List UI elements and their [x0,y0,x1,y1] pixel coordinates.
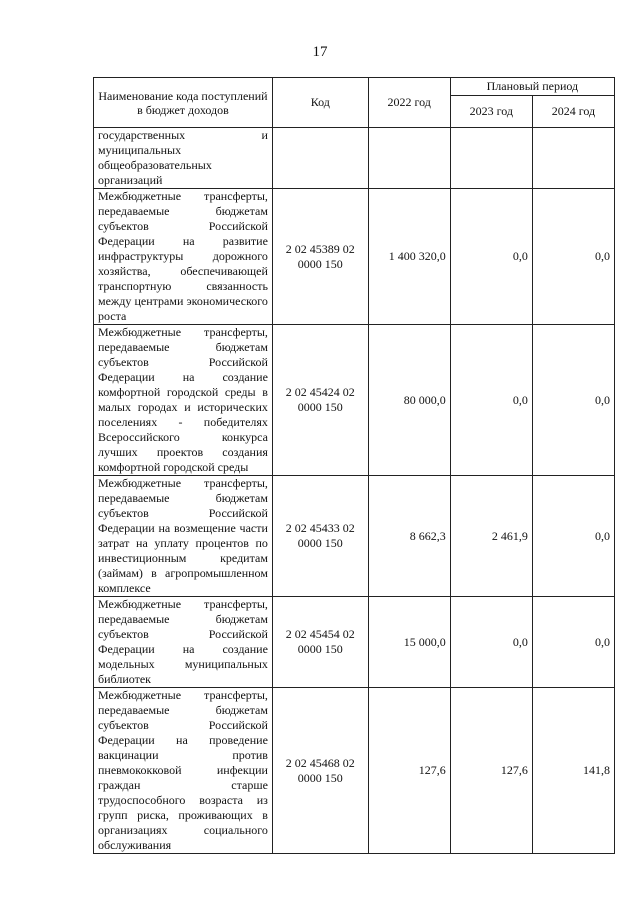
header-code: Код [272,78,368,128]
table-row [94,476,615,597]
header-name: Наименование кода поступлений в бюджет доходов [94,78,273,128]
header-planned-period: Плановый период [450,78,614,96]
row-value-2023: 0,0 [450,597,532,688]
row-value-2023: 2 461,9 [450,476,532,597]
row-name: Межбюджетные трансферты, передаваемые бюджетам субъектов Российской Федерации на развитие инфраструктуры дорожного хозяйства, обеспечивающей транспортную связанность между центрами экономического роста [94,189,273,325]
row-value-2023: 0,0 [450,189,532,325]
row-value-2024: 0,0 [532,476,614,597]
table-row [94,128,615,189]
table-row [94,325,615,476]
row-name: Межбюджетные трансферты, передаваемые бюджетам субъектов Российской Федерации на создание комфортной городской среды в малых городах и исторических поселениях - победителях Всероссийского конкурса лучших проектов создания комфортной городской среды [94,325,273,476]
row-value-2024: 0,0 [532,325,614,476]
revenue-table [93,77,615,854]
row-name: Межбюджетные трансферты, передаваемые бюджетам субъектов Российской Федерации на создание модельных муниципальных библиотек [94,597,273,688]
row-code: 2 02 45389 02 0000 150 [272,189,368,325]
row-name: Межбюджетные трансферты, передаваемые бюджетам субъектов Российской Федерации на проведение вакцинации против пневмококковой инфекции граждан старше трудоспособного возраста из групп риска, проживающих в организациях социального обслуживания [94,688,273,854]
row-value-2022: 1 400 320,0 [368,189,450,325]
table-row [94,189,615,325]
row-code: 2 02 45454 02 0000 150 [272,597,368,688]
header-year-2022: 2022 год [368,78,450,128]
row-value-2022 [368,128,450,189]
row-value-2022: 127,6 [368,688,450,854]
row-value-2023 [450,128,532,189]
row-value-2023: 0,0 [450,325,532,476]
row-value-2022: 15 000,0 [368,597,450,688]
row-code: 2 02 45433 02 0000 150 [272,476,368,597]
row-code [272,128,368,189]
header-year-2024: 2024 год [532,96,614,128]
page-number: 17 [312,44,328,60]
table-row [94,688,615,854]
table-row [94,597,615,688]
row-value-2023: 127,6 [450,688,532,854]
row-value-2024: 0,0 [532,597,614,688]
row-value-2024 [532,128,614,189]
row-name: государственных и муниципальных общеобразовательных организаций [94,128,273,189]
row-name: Межбюджетные трансферты, передаваемые бюджетам субъектов Российской Федерации на возмещение части затрат на уплату процентов по инвестиционным кредитам (займам) в агропромышленном комплексе [94,476,273,597]
row-code: 2 02 45468 02 0000 150 [272,688,368,854]
row-value-2024: 0,0 [532,189,614,325]
row-value-2022: 80 000,0 [368,325,450,476]
row-value-2024: 141,8 [532,688,614,854]
row-value-2022: 8 662,3 [368,476,450,597]
row-code: 2 02 45424 02 0000 150 [272,325,368,476]
header-year-2023: 2023 год [450,96,532,128]
